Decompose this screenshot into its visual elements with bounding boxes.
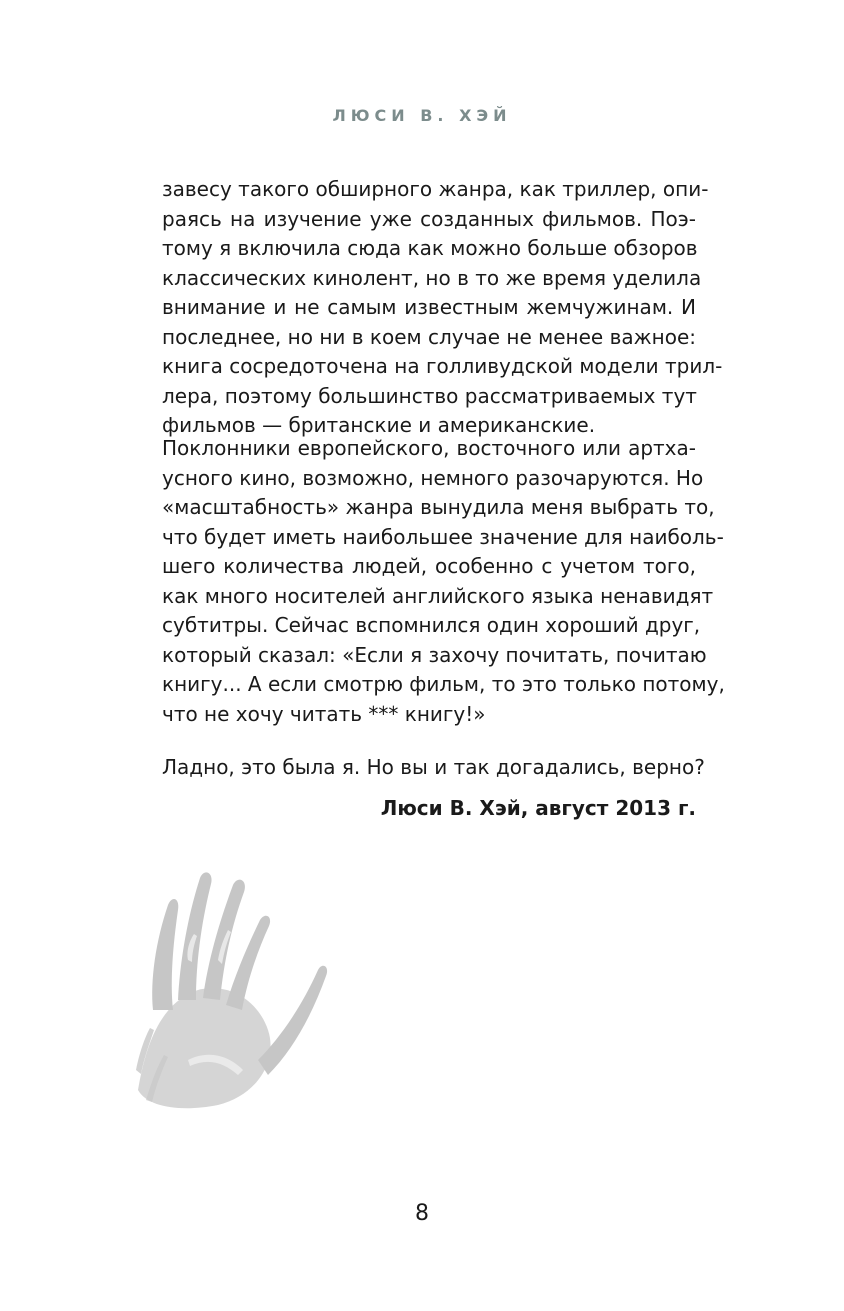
paragraph-line: последнее, но ни в коем случае не менее важное: <box>162 324 696 349</box>
paragraph-line: что не хочу читать *** книгу!» <box>162 701 486 726</box>
paragraph-1 <box>162 175 723 441</box>
paragraph-line: тому я включила сюда как можно больше обзоров <box>162 236 698 260</box>
paragraph-line: «масштабность» жанра вынудила меня выбрать то, <box>162 495 715 519</box>
paragraph-line: который сказал: «Если я захочу почитать, почитаю <box>162 642 707 667</box>
paragraph-line: книга сосредоточена на голливудской модели трил- <box>162 354 723 378</box>
paragraph-line: субтитры. Сейчас вспомнился один хороший друг, <box>162 613 701 637</box>
paragraph-line: классических кинолент, но в то же время уделила <box>162 265 702 290</box>
paragraph-line: Поклонники европейского, восточного или артха- <box>162 436 696 460</box>
closing-line: Ладно, это была я. Но вы и так догадались, верно? <box>162 755 705 779</box>
paragraph-2 <box>162 434 725 729</box>
paragraph-line: шего количества людей, особенно с учетом того, <box>162 554 696 578</box>
paragraph-line: как много носителей английского языка ненавидят <box>162 583 714 608</box>
running-header: ЛЮСИ В. ХЭЙ <box>332 106 512 125</box>
paragraph-line: усного кино, возможно, немного разочаруются. Но <box>162 465 704 490</box>
handprint-icon <box>128 860 338 1110</box>
page-number: 8 <box>415 1201 429 1226</box>
paragraph-line: внимание и не самым известным жемчужинам. И <box>162 295 696 319</box>
paragraph-line: фильмов — британские и американские. <box>162 413 596 437</box>
paragraph-line: лера, поэтому большинство рассматриваемых тут <box>162 383 697 408</box>
author-signature: Люси В. Хэй, август 2013 г. <box>380 796 696 820</box>
paragraph-line: раясь на изучение уже созданных фильмов. Поэ- <box>162 206 696 231</box>
paragraph-line: завесу такого обширного жанра, как триллер, опи- <box>162 177 709 201</box>
paragraph-line: книгу... А если смотрю фильм, то это только потому, <box>162 672 725 696</box>
paragraph-line: что будет иметь наибольшее значение для наиболь- <box>162 524 724 549</box>
